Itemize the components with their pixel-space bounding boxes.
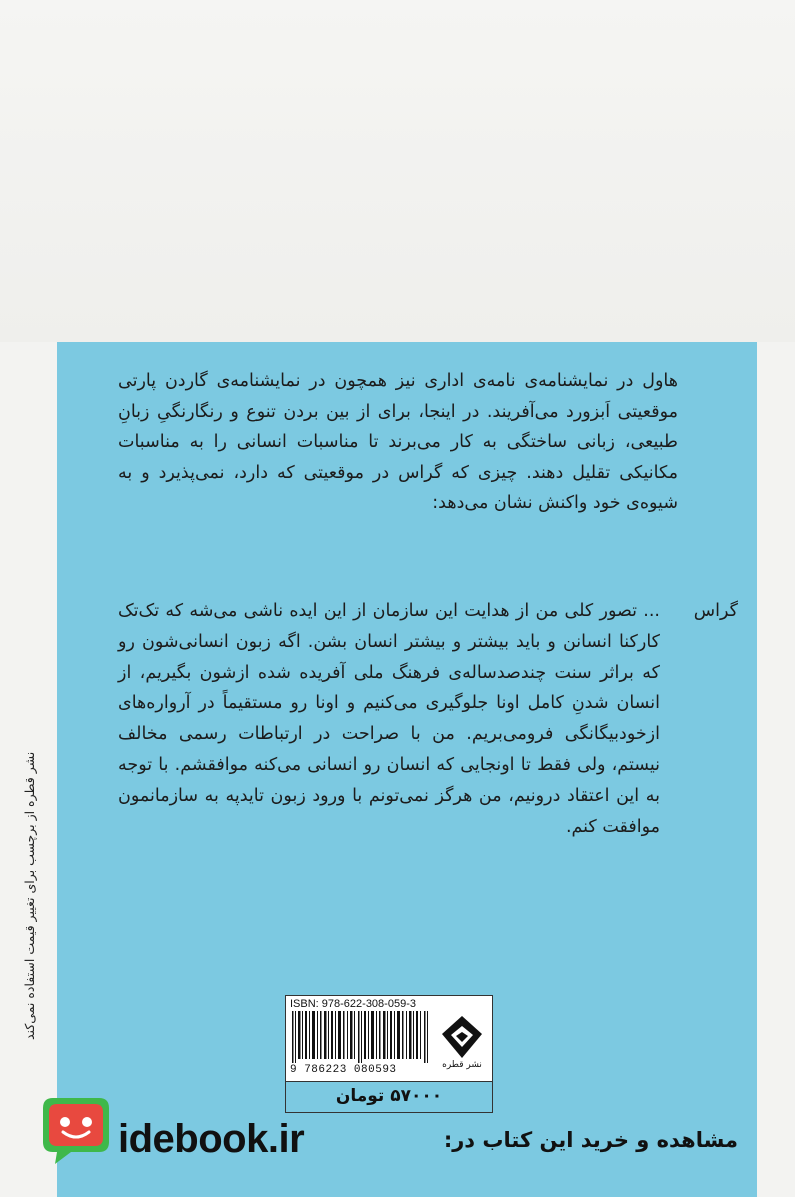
publisher-name: نشر قطره — [442, 1060, 482, 1070]
dialogue-quote — [118, 596, 738, 842]
cover-upper-area — [0, 0, 795, 342]
intro-text: هاول در نمایشنامه‌ی نامه‌ی اداری نیز همچون در نمایشنامه‌ی گاردن پارتی موقعیتی اَبزورد می‌آفریند. در اینجا، برای از بین بردن تنوع و رنگارنگیِ زبانِ طبیعی، زبانی ساختگی به کار می‌برند تا مناسبات انسانی را به مناسبات مکانیکی تقلیل دهند. چیزی که گراس در موقعیتی که دارد، نمی‌پذیرد و به شیوه‌ی خود واکنش نشان می‌دهد: — [118, 371, 678, 514]
idebook-logo-icon[interactable] — [35, 1088, 117, 1170]
speaker-name: گراس — [693, 601, 738, 621]
promo-text: مشاهده و خرید این کتاب در: — [443, 1128, 738, 1152]
intro-paragraph — [118, 366, 678, 519]
barcode-digits: 9 786223 080593 — [290, 1064, 397, 1076]
publisher-logo-icon — [438, 1014, 486, 1060]
speech-text: ... تصور کلی من از هدایت این سازمان از این ایده ناشی می‌شه که تک‌تک کارکنا انسانن و باید بیشتر و بیشتر انسان بشن. اگه زبون انسانی‌شون رو که براثر سنت چندصدساله‌ی فرهنگ ملی آفریده شده ازشون بگیریم، از انسان شدنِ کامل اونا جلوگیری می‌کنیم و اونا رو مستقیماً در آرواره‌های ازخودبیگانگی فرومی‌بریم. من با صراحت در ارتباطات رسمی مخالف نیستم، ولی فقط تا اونجایی که انسان رو انسانی می‌کنه موافقشم. با توجه به این اعتقاد درونیم، من هرگز نمی‌تونم با ورود زبون تایدپه به سازمانمون موافقت کنم. — [118, 601, 660, 837]
isbn-label: ISBN: 978-622-308-059-3 — [290, 998, 416, 1010]
price-label: ۵۷۰۰۰ تومان — [285, 1080, 493, 1113]
site-name[interactable]: idebook.ir — [118, 1117, 305, 1161]
barcode-box — [285, 995, 493, 1082]
barcode-bars — [290, 1011, 432, 1063]
side-note-text: نشر قطره از برچسب برای تغییر قیمت استفاده نمی‌کند — [22, 751, 37, 1040]
